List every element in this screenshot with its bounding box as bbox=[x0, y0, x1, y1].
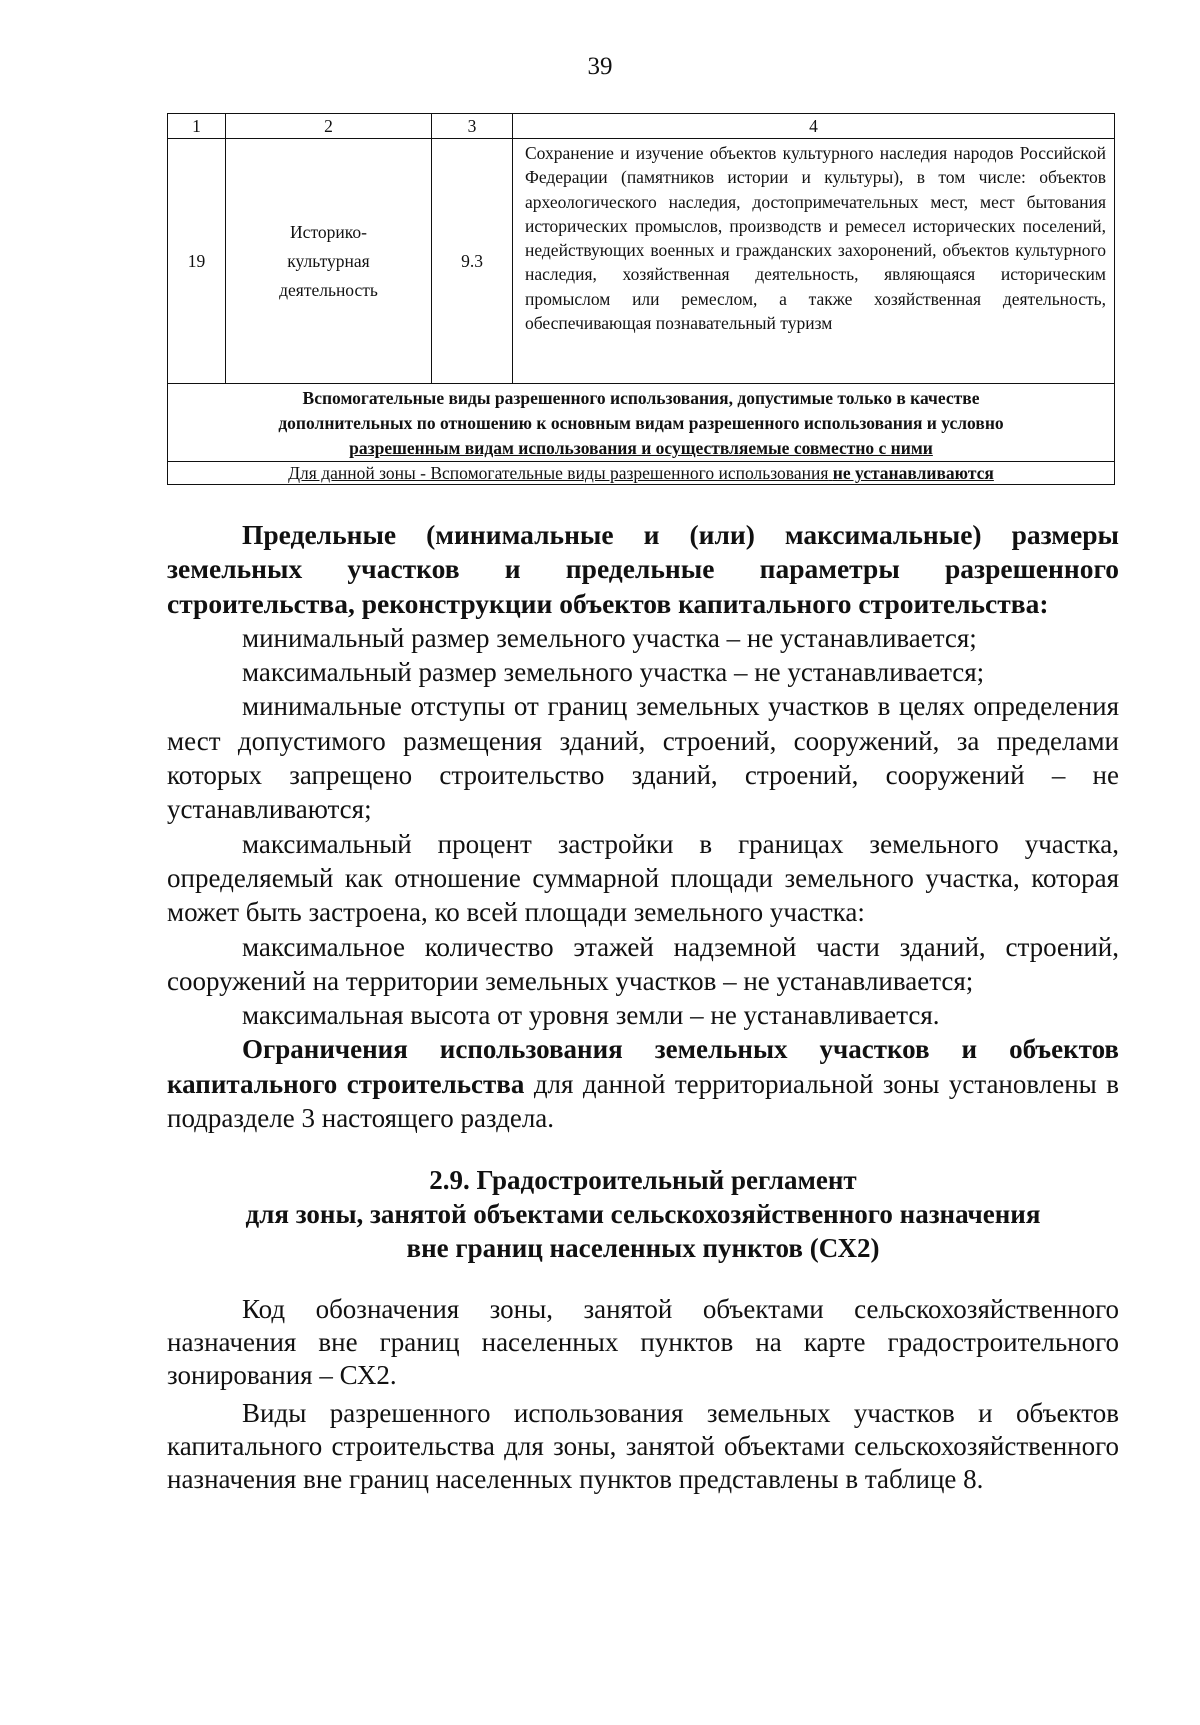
section-paragraph: Виды разрешенного использования земельных участков и объектов капитального строительства для зоны, занятой объектами сельскохозяйственного назначения вне границ населенных пунктов представлены в таблице 8. bbox=[167, 1397, 1119, 1495]
row-number: 19 bbox=[168, 139, 226, 384]
header-col-1: 1 bbox=[168, 114, 226, 139]
auxiliary-uses-heading-row bbox=[168, 384, 1115, 462]
use-type-description: Сохранение и изучение объектов культурного наследия народов Российской Федерации (памятников истории и культуры), в том числе: объектов археологического наследия, достопримечательных мест, мест бытования исторических промыслов, производств и ремесел исторических поселений, недействующих военных и гражданских захоронений, объектов культурного наследия, хозяйственная деятельность, являющаяся историческим промыслом или ремеслом, а также хозяйственная деятельность, обеспечивающая познавательный туризм bbox=[513, 139, 1115, 384]
land-use-table bbox=[167, 113, 1115, 485]
limits-item: максимальное количество этажей надземной части зданий, строений, сооружений на территории земельных участков – не устанавливается; bbox=[167, 931, 1119, 996]
header-col-3: 3 bbox=[432, 114, 513, 139]
use-type-name-line: деятельность bbox=[279, 279, 378, 300]
header-col-4: 4 bbox=[513, 114, 1115, 139]
use-type-name bbox=[226, 139, 432, 384]
section-body bbox=[167, 1293, 1119, 1496]
section-title-line: вне границ населенных пунктов (СХ2) bbox=[406, 1233, 880, 1263]
limits-item: максимальный размер земельного участка – не устанавливается; bbox=[242, 657, 985, 688]
section-title-line: для зоны, занятой объектами сельскохозяйственного назначения bbox=[245, 1199, 1041, 1229]
table-row bbox=[168, 139, 1115, 384]
use-type-name-line: культурная bbox=[287, 250, 370, 271]
limits-item: минимальные отступы от границ земельных участков в целях определения мест допустимого размещения зданий, строений, сооружений, за пределами которых запрещено строительство зданий, строений, сооружений – не устанавливаются; bbox=[167, 691, 1119, 825]
limits-item: минимальный размер земельного участка – не устанавливается; bbox=[242, 622, 977, 653]
limits-item: максимальная высота от уровня земли – не устанавливается. bbox=[242, 1000, 940, 1031]
aux-heading-line: разрешенным видам использования и осуществляемые совместно с ними bbox=[349, 438, 933, 458]
section-paragraph: Код обозначения зоны, занятой объектами сельскохозяйственного назначения вне границ населенных пунктов на карте градостроительного зонирования – СХ2. bbox=[167, 1294, 1119, 1391]
use-type-code: 9.3 bbox=[432, 139, 513, 384]
auxiliary-uses-note-row bbox=[168, 462, 1115, 485]
limits-section bbox=[167, 518, 1119, 1135]
section-title-line: 2.9. Градостроительный регламент bbox=[429, 1165, 857, 1195]
auxiliary-uses-note bbox=[168, 462, 1115, 485]
aux-note-bold: не устанавливаются bbox=[832, 463, 994, 483]
limits-item: максимальный процент застройки в границах земельного участка, определяемый как отношение суммарной площади земельного участка, которая может быть застроена, ко всей площади земельного участка: bbox=[167, 828, 1119, 928]
limits-heading: Предельные (минимальные и (или) максимальные) размеры земельных участков и предельные параметры разрешенного строительства, реконструкции объектов капитального строительства: bbox=[167, 519, 1119, 619]
header-col-2: 2 bbox=[226, 114, 432, 139]
aux-heading-line: Вспомогательные виды разрешенного использования, допустимые только в качестве bbox=[302, 388, 980, 408]
section-title bbox=[167, 1163, 1119, 1265]
auxiliary-uses-heading bbox=[168, 384, 1115, 462]
restrictions-paragraph bbox=[167, 1032, 1119, 1135]
aux-note-text: Для данной зоны - Вспомогательные виды разрешенного использования bbox=[288, 463, 829, 483]
table-header-row bbox=[168, 114, 1115, 139]
page-number: 39 bbox=[587, 53, 613, 80]
restrictions-bold: Ограничения использования земельных участков и объектов капитального строительства bbox=[167, 1034, 1119, 1099]
restrictions-rest: для данной территориальной зоны установлены в подразделе 3 настоящего раздела. bbox=[167, 1068, 1119, 1134]
aux-heading-line: дополнительных по отношению к основным видам разрешенного использования и условно bbox=[278, 413, 1004, 433]
use-type-name-line: Историко- bbox=[290, 221, 367, 242]
